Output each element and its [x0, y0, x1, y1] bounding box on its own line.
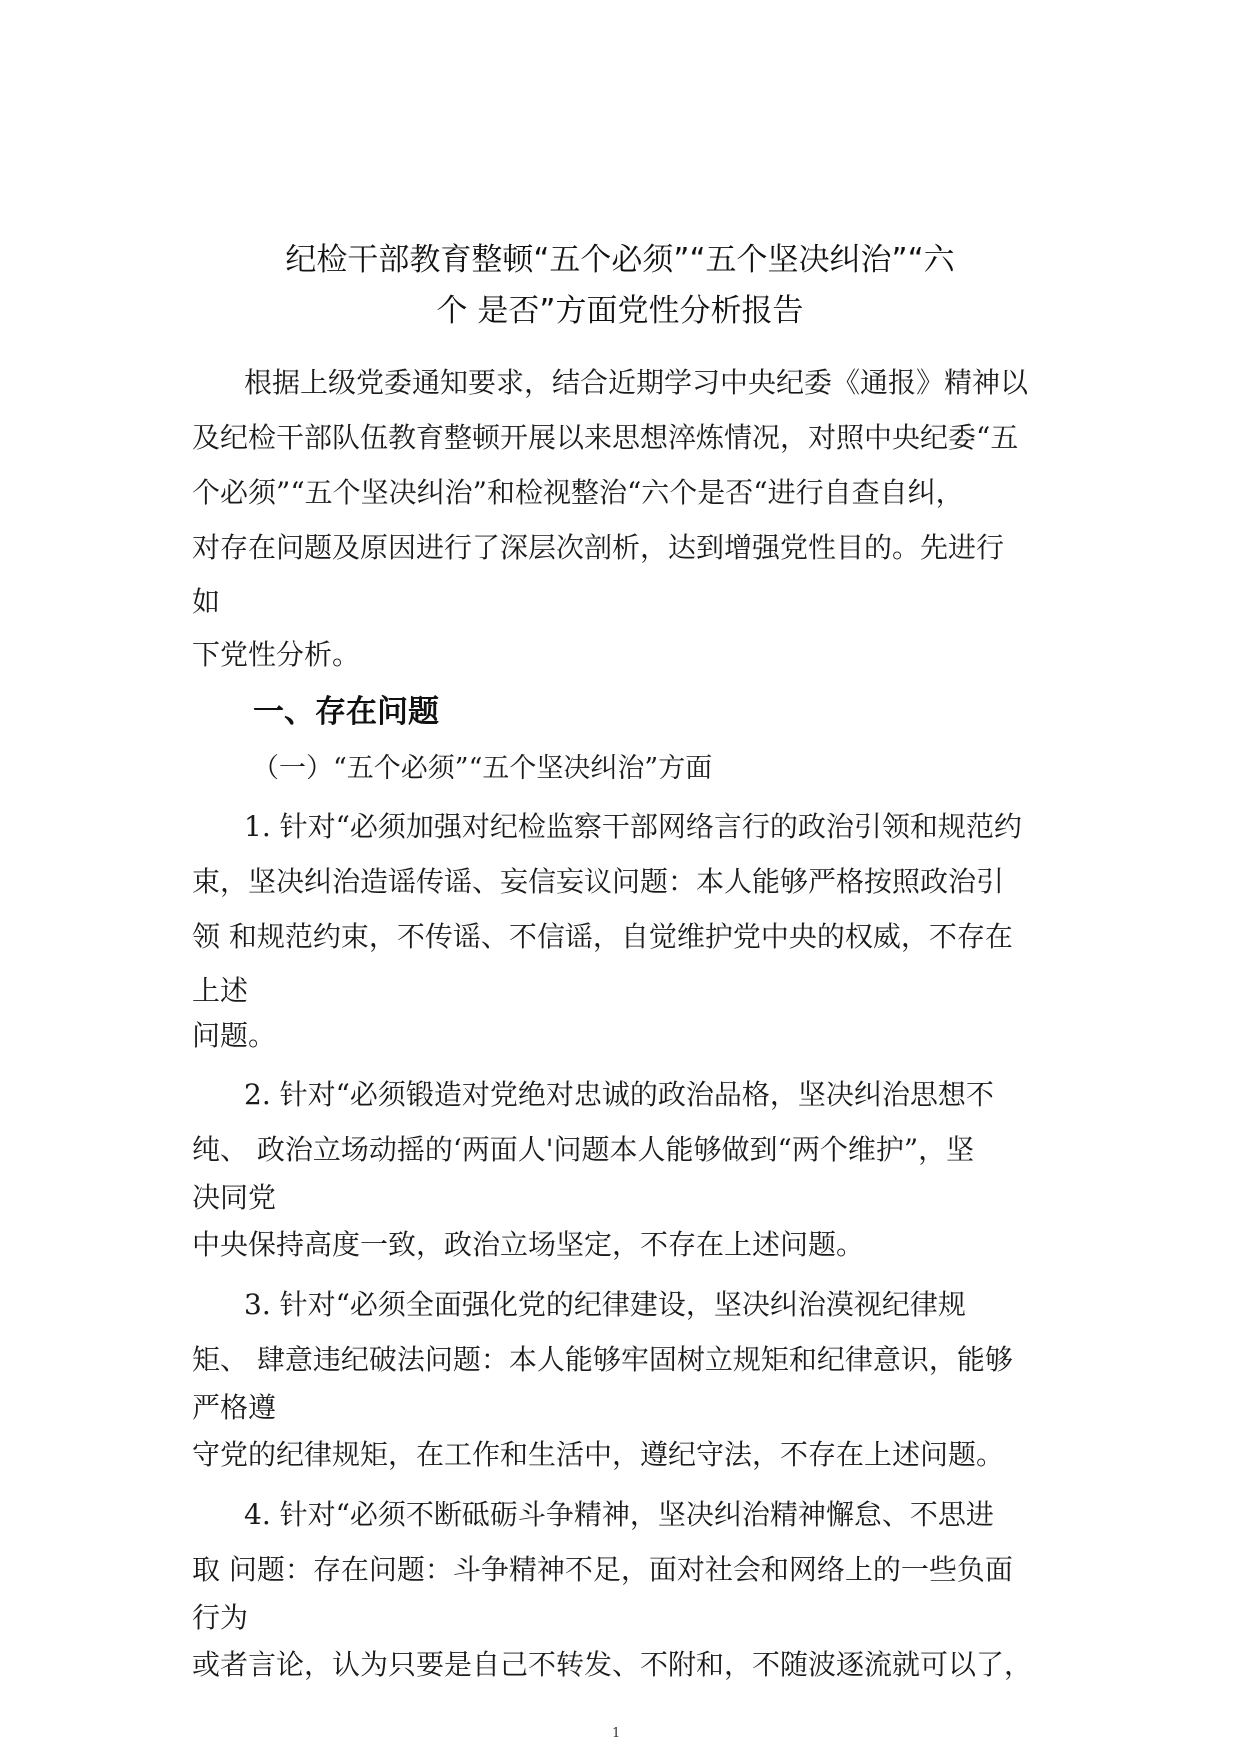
intro-line: 如 — [192, 585, 221, 618]
item-3-line: 矩、 肆意违纪破法问题：本人能够牢固树立规矩和纪律意识，能够 — [192, 1343, 1013, 1376]
intro-line: 根据上级党委通知要求，结合近期学习中央纪委《通报》精神以 — [244, 366, 1029, 399]
intro-line: 对存在问题及原因进行了深层次剖析，达到增强党性目的。先进行 — [192, 531, 1005, 564]
item-2-line: 决同党 — [192, 1181, 277, 1214]
item-3-line: 3. 针对“必须全面强化党的纪律建设，坚决纠治漠视纪律规 — [244, 1288, 966, 1321]
item-1-line: 问题。 — [192, 1019, 277, 1052]
page-number: 1 — [612, 1726, 621, 1741]
item-2-line: 2. 针对“必须锻造对党绝对忠诚的政治品格，坚决纠治思想不 — [244, 1078, 994, 1111]
item-1-line: 上述 — [192, 974, 249, 1007]
item-2-line: 纯、 政治立场动摇的‘两面人'问题本人能够做到“两个维护”，坚 — [192, 1133, 975, 1166]
intro-line: 及纪检干部队伍教育整顿开展以来思想淬炼情况，对照中央纪委“五 — [192, 421, 1019, 454]
intro-line: 个必须”“五个坚决纠治”和检视整治“六个是否“进行自查自纠， — [192, 476, 964, 509]
item-2-line: 中央保持高度一致，政治立场坚定，不存在上述问题。 — [192, 1228, 865, 1261]
item-4-line: 或者言论，认为只要是自己不转发、不附和，不随波逐流就可以了， — [192, 1648, 1033, 1681]
item-3-line: 严格遵 — [192, 1391, 277, 1424]
item-1-line: 领 和规范约束，不传谣、不信谣，自觉维护党中央的权威，不存在 — [192, 920, 1013, 953]
item-3-line: 守党的纪律规矩，在工作和生活中，遵纪守法，不存在上述问题。 — [192, 1438, 1005, 1471]
intro-line: 下党性分析。 — [192, 638, 361, 671]
section-heading: 一、存在问题 — [253, 694, 439, 730]
document-title-line-2: 个 是否”方面党性分析报告 — [436, 293, 804, 329]
item-4-line: 取 问题：存在问题：斗争精神不足，面对社会和网络上的一些负面 — [192, 1553, 1013, 1586]
item-1-line: 束，坚决纠治造谣传谣、妄信妄议问题：本人能够严格按照政治引 — [192, 865, 1005, 898]
document-title-line-1: 纪检干部教育整顿“五个必须”“五个坚决纠治”“六 — [285, 242, 955, 278]
item-4-line: 行为 — [192, 1601, 249, 1634]
item-4-line: 4. 针对“必须不断砥砺斗争精神，坚决纠治精神懈怠、不思进 — [244, 1498, 994, 1531]
item-1-line: 1. 针对“必须加强对纪检监察干部网络言行的政治引领和规范约 — [244, 810, 1022, 843]
subsection-heading: （一）“五个必须”“五个坚决纠治”方面 — [252, 753, 713, 784]
